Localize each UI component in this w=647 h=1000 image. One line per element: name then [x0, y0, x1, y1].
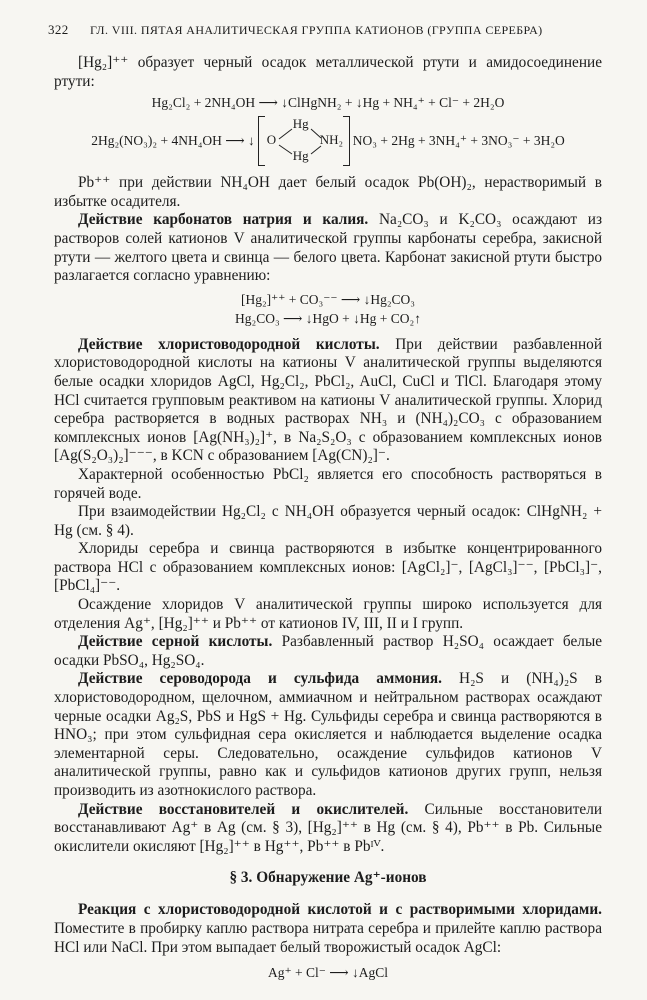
equation-calomel-ammonia: Hg₂Cl₂ + 2NH₄OH ⟶ ↓ClHgNH₂ + ↓Hg + NH₄⁺ + Cl⁻ + 2H₂O: [151, 95, 505, 111]
hcl-paragraph: [54, 336, 602, 466]
sulfide-paragraph: [54, 670, 602, 800]
complex-bracket: [258, 116, 350, 166]
book-page: [48, 22, 603, 985]
ring-hg-bottom: Hg: [292, 148, 309, 164]
mercury-ring-structure: [265, 116, 344, 164]
equation-carbonate-formation: [Hg₂]⁺⁺ + CO₃⁻⁻ ⟶ ↓Hg₂CO₃: [240, 291, 416, 307]
equation-left-side: 2Hg₂(NO₃)₂ + 4NH₄OH ⟶ ↓: [91, 133, 255, 149]
chloride-complexes-paragraph: Хлориды серебра и свинца растворяются в избытке концентрированного раствора HCl с образованием комплексных ионов: [AgCl₂]⁻, [AgCl₃]⁻⁻, [PbCl₃]⁻, [PbCl₄]⁻⁻.: [54, 540, 602, 595]
equation-right-side: NO₃ + 2Hg + 3NH₄⁺ + 3NO₃⁻ + 3H₂O: [352, 133, 565, 149]
hcl-title: Действие хлористоводородной кислоты.: [78, 335, 380, 353]
page-number: 322: [48, 22, 69, 37]
carbonates-paragraph: [54, 211, 602, 285]
reaction-text: Поместите в пробирку каплю раствора нитрата серебра и прилейте каплю раствора HCl или NaCl. При этом выпадает белый творожистый осадок AgCl:: [54, 919, 602, 956]
lead-paragraph: Pb⁺⁺ при действии NH₄OH дает белый осадок Pb(OH)₂, нерастворимый в избытке осадителя.: [54, 174, 602, 210]
reaction-title: Реакция с хлористоводородной кислотой и с растворимыми хлоридами.: [78, 901, 602, 919]
chloride-separation-paragraph: Осаждение хлоридов V аналитической группы широко используется для отделения Ag⁺, [Hg₂]⁺⁺ и Pb⁺⁺ от катионов IV, III, II и I групп.: [54, 596, 602, 632]
calomel-paragraph: При взаимодействии Hg₂Cl₂ с NH₄OH образуется черный осадок: ClHgNH₂ + Hg (см. § 4).: [54, 503, 602, 539]
redox-text: Сильные восстановители восстанавливают Ag⁺ в Ag (см. § 3), [Hg₂]⁺⁺ в Hg (см. § 4), Pb⁺⁺ в Pb. Сильные окислители окисляют [Hg₂]⁺⁺ в Hg⁺⁺, Pb⁺⁺ в Pbᴵⱽ.: [54, 800, 603, 855]
equation-carbonate-decomposition: Hg₂CO₃ ⟶ ↓HgO + ↓Hg + CO₂↑: [235, 310, 421, 326]
equation-silver-chloride: Ag⁺ + Cl⁻ ⟶ ↓AgCl: [268, 965, 388, 981]
page-header: [48, 22, 602, 44]
sulfuric-paragraph: [54, 633, 602, 670]
carbonates-title: Действие карбонатов натрия и калия.: [78, 211, 369, 229]
running-title: ГЛ. VIII. ПЯТАЯ АНАЛИТИЧЕСКАЯ ГРУППА КАТИОНОВ (ГРУППА СЕРЕБРА): [90, 23, 543, 37]
sulfide-title: Действие сероводорода и сульфида аммония.: [78, 670, 442, 688]
ring-nh2: NH₂: [319, 132, 344, 148]
redox-paragraph: [54, 801, 602, 857]
ring-oxygen: O: [266, 132, 277, 148]
ring-hg-top: Hg: [292, 116, 309, 132]
lead-chloride-paragraph: Характерной особенностью PbCl₂ является его способность растворяться в горячей воде.: [54, 465, 602, 502]
carbonates-text: Na₂CO₃ и K₂CO₃ осаждают из растворов солей катионов V аналитической группы карбонаты серебра, закисной ртути — желтого цвета и свинца — белого цвета. Карбонат закисной ртути быстро разлагается согласно уравнению:: [54, 211, 602, 285]
sulfuric-title: Действие серной кислоты.: [78, 633, 273, 651]
hcl-text: При действии разбавленной хлористоводородной кислоты на катионы V аналитической группы выделяются белые осадки хлоридов AgCl, Hg₂Cl₂, PbCl₂, AuCl, CuCl и TlCl. Благодаря этому HCl считается групповым реактивом на катионы V аналитической группы. Хлорид серебра растворяется в водных растворах NH₃ и (NH₄)₂CO₃ с образованием комплексных ионов [Ag(NH₃)₂]⁺, в Na₂S₂O₃ с образованием комплексных ионов [Ag(S₂O₃)₂]⁻⁻⁻, в KCN с образованием [Ag(CN)₂]⁻.: [54, 335, 603, 465]
reaction-paragraph: [54, 901, 602, 957]
section-heading: § 3. Обнаружение Ag⁺-ионов: [229, 869, 427, 887]
sulfuric-text: Разбавленный раствор H₂SO₄ осаждает белые осадки PbSO₄, Hg₂SO₄.: [54, 633, 603, 669]
intro-paragraph: [Hg₂]⁺⁺ образует черный осадок металлической ртути и амидосоединение ртути:: [54, 54, 602, 90]
equation-mercurous-nitrate-ammonia: [54, 116, 602, 166]
redox-title: Действие восстановителей и окислителей.: [78, 800, 409, 818]
sulfide-text: H₂S и (NH₄)₂S в хлористоводородном, щелочном, аммиачном и нейтральном растворах осаждают черные осадки Ag₂S, PbS и HgS + Hg. Сульфиды серебра и свинца растворяются в HNO₃; при этом сульфидная сера окисляется и наблюдается выделение осадка элементарной серы. Следовательно, осаждение сульфидов катионов V аналитической группы, равно как и сульфидов катионов других групп, нельзя производить из азотнокислого раствора.: [54, 670, 602, 799]
